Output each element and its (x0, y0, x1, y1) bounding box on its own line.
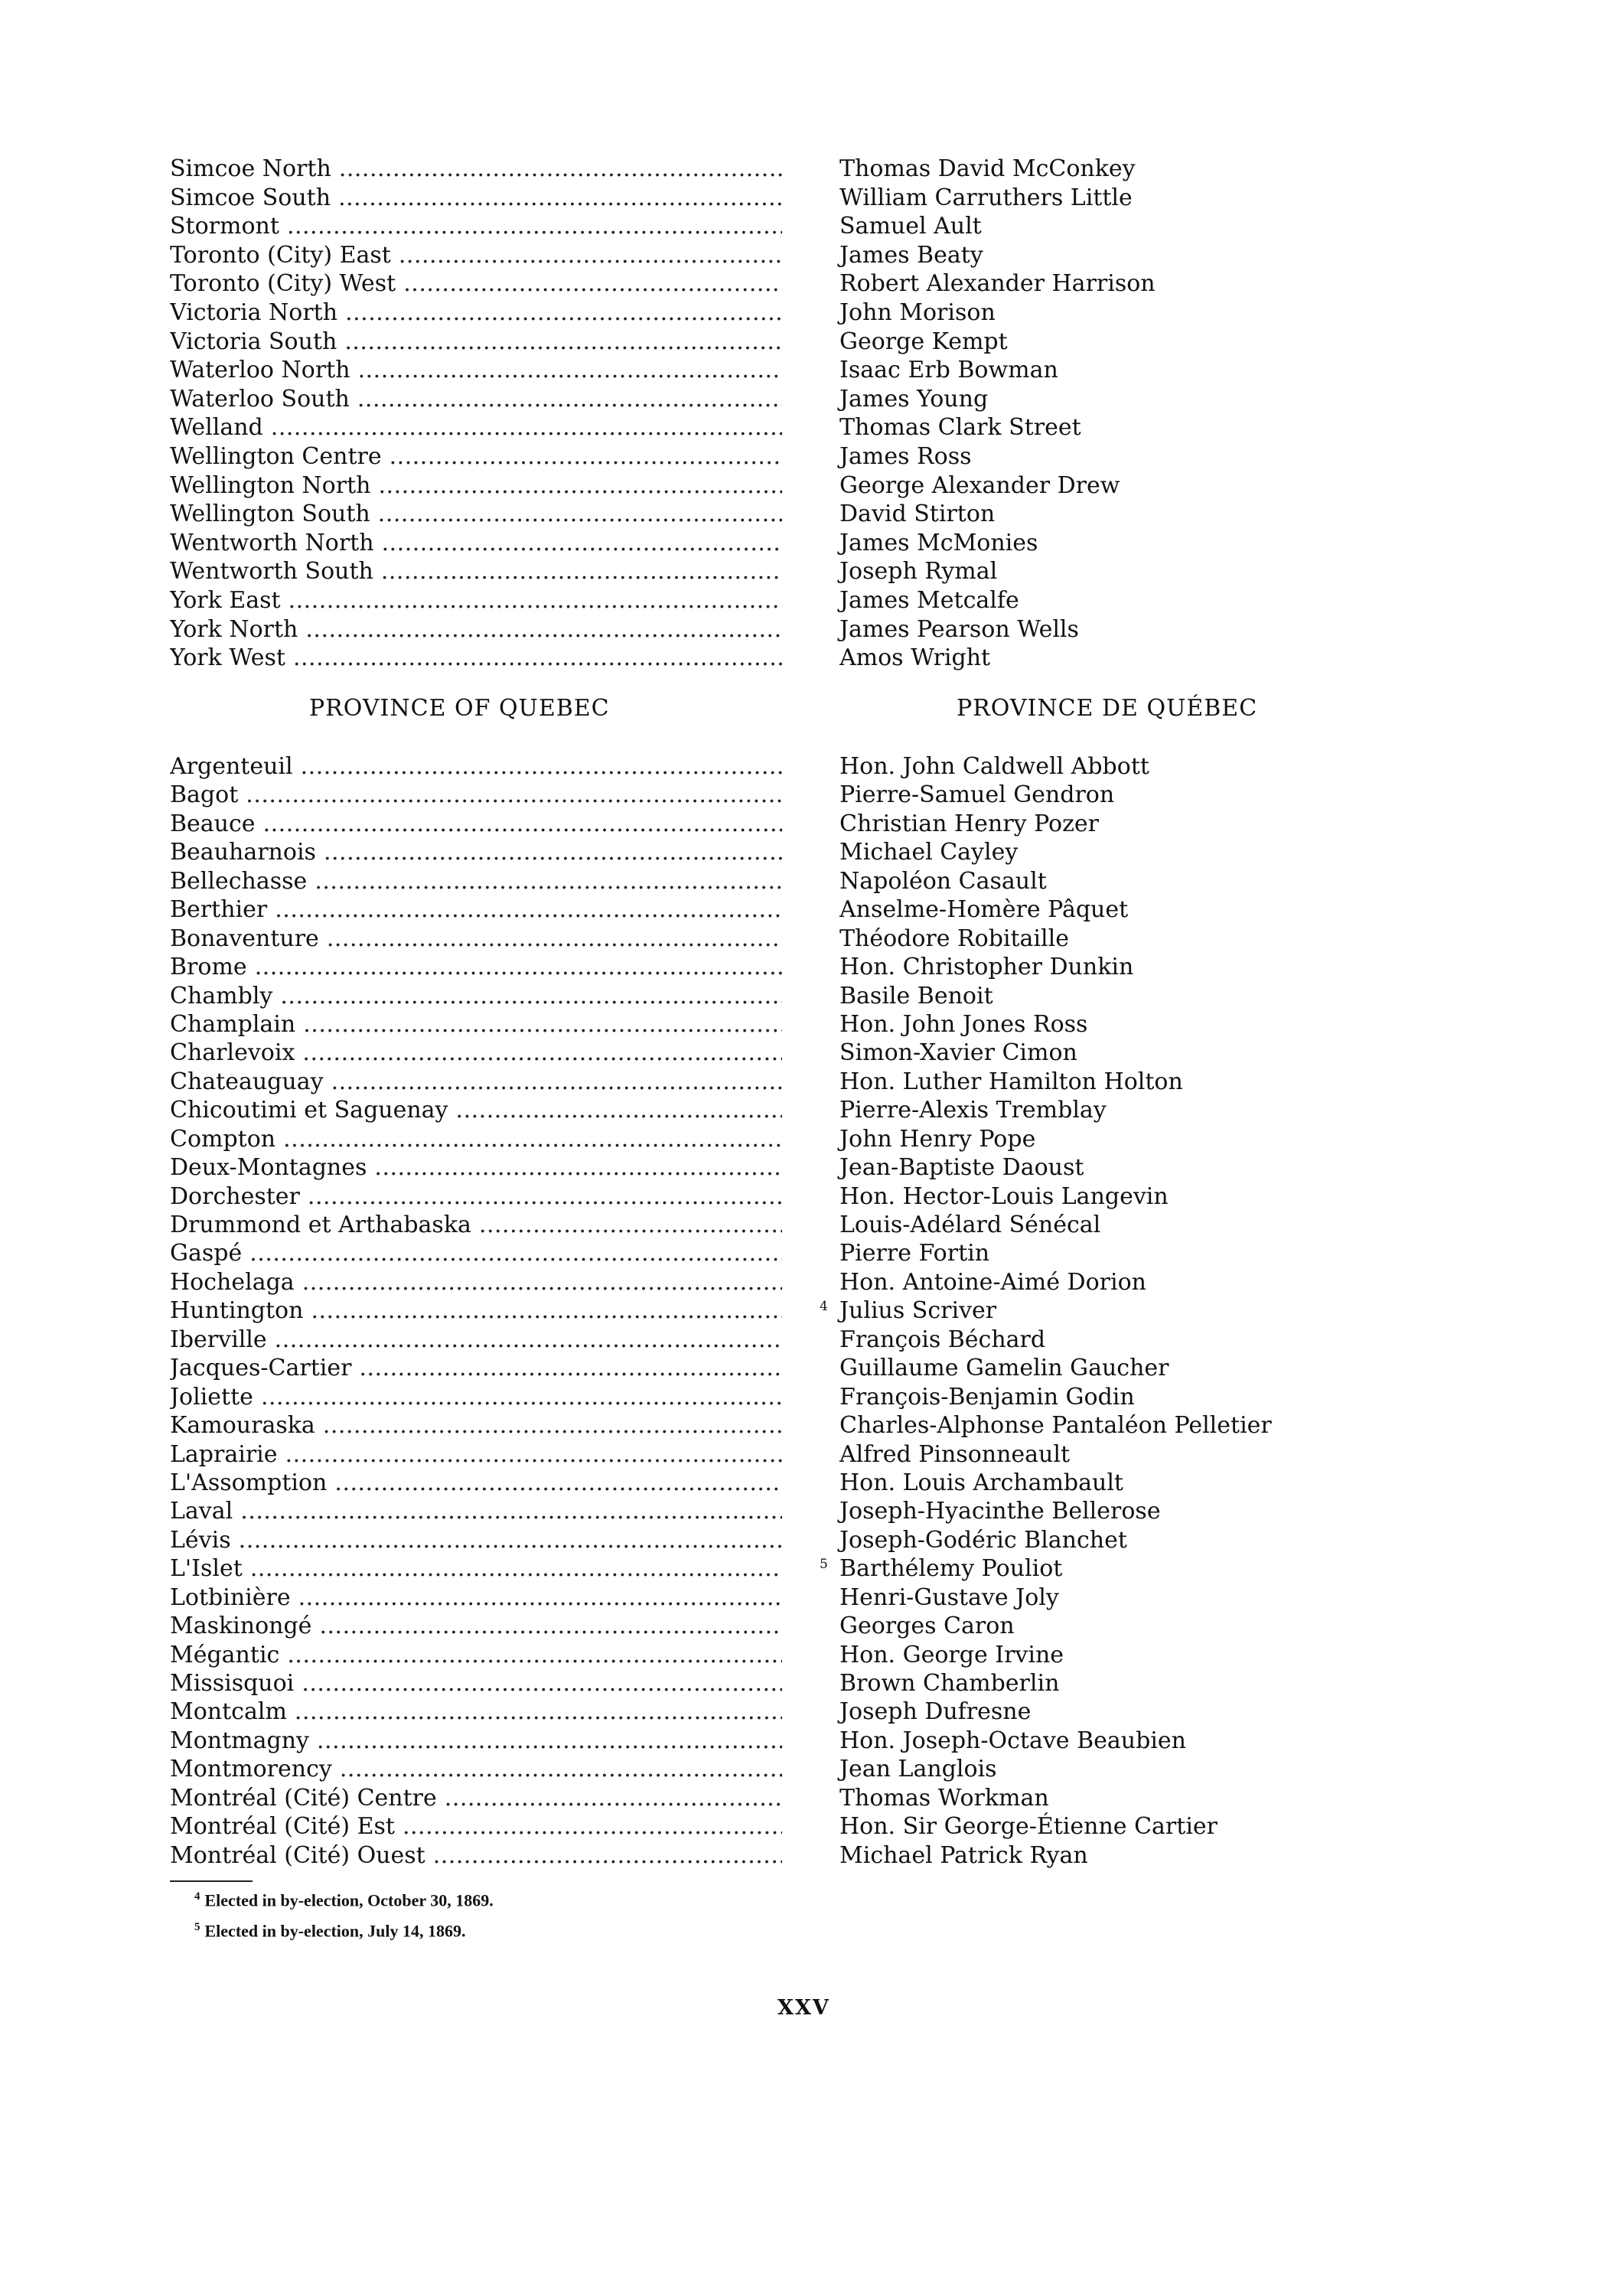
riding-name: Montréal (Cité) Ouest ..... (170, 1842, 782, 1870)
table-row (0, 155, 1607, 184)
table-row (0, 1527, 1607, 1555)
riding-name: Stormont ..... (170, 213, 782, 240)
riding-name: Wellington North ..... (170, 472, 782, 500)
riding-name: Victoria North ..... (170, 299, 782, 327)
table-row (0, 1441, 1607, 1469)
table-row (0, 1326, 1607, 1355)
member-name: Alfred Pinsonneault (839, 1440, 1071, 1468)
riding-name: Jacques-Cartier ..... (170, 1355, 782, 1382)
table-row (0, 242, 1607, 271)
member-name: James Pearson Wells (839, 615, 1079, 643)
riding-name: York East ..... (170, 587, 782, 615)
riding-name: Maskinongé ..... (170, 1613, 782, 1640)
footnote-mark: 5 (194, 1921, 200, 1933)
footnote (194, 1890, 494, 1910)
riding-name: Mégantic ..... (170, 1642, 782, 1669)
table-row (0, 1097, 1607, 1125)
riding-name: Missisquoi ..... (170, 1670, 782, 1698)
riding-name: Dorchester ..... (170, 1183, 782, 1211)
quebec-members-list (0, 753, 1607, 1870)
member-name: Barthélemy Pouliot (839, 1555, 1063, 1583)
table-row (0, 414, 1607, 443)
table-row (0, 1384, 1607, 1412)
table-row (0, 1613, 1607, 1641)
member-name: Amos Wright (839, 644, 991, 672)
table-row (0, 1498, 1607, 1526)
table-row (0, 299, 1607, 328)
footnote-marker: 5 (820, 1557, 828, 1573)
member-name: Hon. George Irvine (839, 1641, 1064, 1668)
member-name: Joseph-Hyacinthe Bellerose (839, 1498, 1161, 1525)
table-row (0, 896, 1607, 925)
member-name: William Carruthers Little (839, 184, 1133, 211)
member-name: Joseph Rymal (839, 558, 998, 585)
table-row (0, 1183, 1607, 1212)
riding-name: L'Assomption ..... (170, 1469, 782, 1497)
member-name: Charles-Alphonse Pantaléon Pelletier (839, 1412, 1272, 1440)
member-name: Hon. Joseph-Octave Beaubien (839, 1727, 1186, 1754)
riding-name: Toronto (City) West ..... (170, 270, 782, 298)
riding-name: Montréal (Cité) Centre ..... (170, 1785, 782, 1812)
member-name: George Kempt (839, 328, 1008, 355)
riding-name: Bonaventure ..... (170, 925, 782, 953)
riding-name: Joliette ..... (170, 1384, 782, 1411)
footnote-text: Elected in by-election, July 14, 1869. (204, 1921, 466, 1941)
riding-name: Argenteuil ..... (170, 753, 782, 781)
member-name: Samuel Ault (839, 213, 982, 240)
member-name: Henri-Gustave Joly (839, 1583, 1059, 1611)
member-name: Isaac Erb Bowman (839, 357, 1058, 384)
table-row (0, 1698, 1607, 1727)
riding-name: Laprairie ..... (170, 1441, 782, 1469)
member-name: Joseph Dufresne (839, 1698, 1032, 1726)
member-name: Thomas Workman (839, 1784, 1049, 1812)
table-row (0, 868, 1607, 896)
heading-english: PROVINCE OF QUEBEC (309, 695, 610, 722)
member-name: Napoléon Casault (839, 867, 1047, 895)
member-name: George Alexander Drew (839, 471, 1120, 499)
member-name: James McMonies (839, 529, 1038, 556)
page-number: XXV (777, 1996, 830, 2020)
table-row (0, 1412, 1607, 1440)
table-row (0, 1785, 1607, 1813)
footnote-text: Elected in by-election, October 30, 1869. (204, 1890, 494, 1910)
member-name: Anselme-Homère Pâquet (839, 896, 1129, 924)
riding-name: Bellechasse ..... (170, 868, 782, 895)
table-row (0, 472, 1607, 501)
riding-name: Drummond et Arthabaska ..... (170, 1212, 782, 1239)
riding-name: Wellington South ..... (170, 501, 782, 528)
table-row (0, 954, 1607, 982)
table-row (0, 1642, 1607, 1670)
member-name: Pierre Fortin (839, 1240, 990, 1267)
member-name: James Metcalfe (839, 586, 1019, 614)
table-row (0, 1756, 1607, 1784)
riding-name: Deux-Montagnes ..... (170, 1154, 782, 1182)
member-name: Michael Cayley (839, 839, 1019, 866)
riding-name: Chambly ..... (170, 983, 782, 1010)
table-row (0, 983, 1607, 1011)
member-name: Hon. John Caldwell Abbott (839, 753, 1149, 780)
riding-name: Toronto (City) East ..... (170, 242, 782, 269)
table-row (0, 1355, 1607, 1383)
member-name: Hon. Sir George-Étienne Cartier (839, 1813, 1218, 1841)
riding-name: Welland ..... (170, 414, 782, 442)
table-row (0, 616, 1607, 645)
table-row (0, 1126, 1607, 1154)
riding-name: Charlevoix ..... (170, 1039, 782, 1067)
footnote (194, 1921, 465, 1941)
table-row (0, 1584, 1607, 1613)
riding-name: Victoria South ..... (170, 328, 782, 356)
riding-name: Iberville ..... (170, 1326, 782, 1354)
member-name: Basile Benoit (839, 982, 993, 1009)
table-row (0, 1068, 1607, 1097)
table-row (0, 270, 1607, 299)
riding-name: Gaspé ..... (170, 1240, 782, 1267)
riding-name: Beauharnois ..... (170, 839, 782, 866)
member-name: James Young (839, 385, 989, 413)
table-row (0, 1469, 1607, 1498)
table-row (0, 1154, 1607, 1182)
footnote-marker: 4 (820, 1299, 828, 1315)
table-row (0, 558, 1607, 587)
member-name: James Ross (839, 442, 972, 470)
riding-name: York West ..... (170, 644, 782, 672)
riding-name: Montmagny ..... (170, 1727, 782, 1755)
riding-name: Laval ..... (170, 1498, 782, 1525)
member-name: Guillaume Gamelin Gaucher (839, 1355, 1169, 1382)
member-name: Jean Langlois (839, 1756, 997, 1783)
table-row (0, 184, 1607, 214)
table-row (0, 1269, 1607, 1297)
table-row (0, 1212, 1607, 1240)
member-name: Thomas David McConkey (839, 155, 1136, 182)
riding-name: L'Islet ..... (170, 1555, 782, 1583)
riding-name: Montcalm ..... (170, 1698, 782, 1726)
table-row (0, 213, 1607, 242)
table-row (0, 1727, 1607, 1756)
member-name: Hon. John Jones Ross (839, 1010, 1088, 1038)
riding-name: Hochelaga ..... (170, 1269, 782, 1296)
member-name: Hon. Christopher Dunkin (839, 954, 1134, 981)
riding-name: Kamouraska ..... (170, 1412, 782, 1440)
member-name: John Henry Pope (839, 1125, 1036, 1153)
member-name: David Stirton (839, 501, 996, 528)
table-row (0, 1297, 1607, 1326)
table-row (0, 753, 1607, 781)
member-name: Louis-Adélard Sénécal (839, 1212, 1101, 1238)
table-row (0, 839, 1607, 867)
table-row (0, 587, 1607, 616)
riding-name: Chicoutimi et Saguenay ..... (170, 1097, 782, 1124)
member-name: James Beaty (839, 241, 983, 269)
riding-name: Brome ..... (170, 954, 782, 981)
riding-name: Bagot ..... (170, 781, 782, 809)
member-name: Julius Scriver (839, 1297, 997, 1325)
riding-name: Chateauguay ..... (170, 1068, 782, 1096)
heading-french: PROVINCE DE QUÉBEC (957, 695, 1258, 722)
member-name: Brown Chamberlin (839, 1670, 1060, 1697)
riding-name: Wentworth South ..... (170, 558, 782, 585)
riding-name: Compton ..... (170, 1126, 782, 1153)
member-name: Georges Caron (839, 1613, 1015, 1640)
member-name: Thomas Clark Street (839, 414, 1081, 442)
table-row (0, 810, 1607, 839)
member-name: Pierre-Samuel Gendron (839, 781, 1115, 809)
riding-name: Montréal (Cité) Est ..... (170, 1813, 782, 1841)
member-name: François-Benjamin Godin (839, 1383, 1135, 1411)
table-row (0, 781, 1607, 810)
riding-name: Simcoe North ..... (170, 155, 782, 183)
riding-name: Waterloo South ..... (170, 386, 782, 413)
member-name: Christian Henry Pozer (839, 810, 1099, 837)
table-row (0, 1813, 1607, 1841)
member-name: Simon-Xavier Cimon (839, 1039, 1077, 1067)
table-row (0, 357, 1607, 386)
riding-name: York North ..... (170, 616, 782, 644)
riding-name: Berthier ..... (170, 896, 782, 924)
member-name: François Béchard (839, 1326, 1046, 1353)
table-row (0, 328, 1607, 357)
riding-name: Lotbinière ..... (170, 1584, 782, 1612)
table-row (0, 1240, 1607, 1268)
table-row (0, 1011, 1607, 1039)
riding-name: Lévis ..... (170, 1527, 782, 1554)
member-name: Jean-Baptiste Daoust (839, 1154, 1084, 1182)
member-name: Théodore Robitaille (839, 925, 1069, 952)
riding-name: Montmorency ..... (170, 1756, 782, 1783)
member-name: John Morison (839, 298, 996, 326)
ontario-members-list (0, 155, 1607, 673)
riding-name: Wellington Centre ..... (170, 443, 782, 471)
table-row (0, 644, 1607, 673)
table-row (0, 925, 1607, 954)
member-name: Robert Alexander Harrison (839, 270, 1156, 298)
member-name: Joseph-Godéric Blanchet (839, 1526, 1127, 1554)
riding-name: Champlain ..... (170, 1011, 782, 1039)
member-name: Hon. Hector-Louis Langevin (839, 1182, 1169, 1210)
riding-name: Beauce ..... (170, 810, 782, 838)
member-name: Michael Patrick Ryan (839, 1841, 1088, 1869)
member-name: Pierre-Alexis Tremblay (839, 1097, 1107, 1124)
riding-name: Waterloo North ..... (170, 357, 782, 384)
riding-name: Huntington ..... (170, 1297, 782, 1325)
member-name: Hon. Louis Archambault (839, 1469, 1123, 1496)
member-name: Hon. Antoine-Aimé Dorion (839, 1268, 1146, 1296)
table-row (0, 530, 1607, 559)
footnote-mark: 4 (194, 1890, 200, 1903)
footnote-rule (170, 1880, 253, 1882)
table-row (0, 386, 1607, 415)
table-row (0, 1555, 1607, 1583)
member-name: Hon. Luther Hamilton Holton (839, 1068, 1183, 1095)
riding-name: Simcoe South ..... (170, 184, 782, 212)
table-row (0, 501, 1607, 530)
table-row (0, 443, 1607, 472)
table-row (0, 1842, 1607, 1870)
table-row (0, 1670, 1607, 1698)
table-row (0, 1039, 1607, 1068)
riding-name: Wentworth North ..... (170, 530, 782, 557)
